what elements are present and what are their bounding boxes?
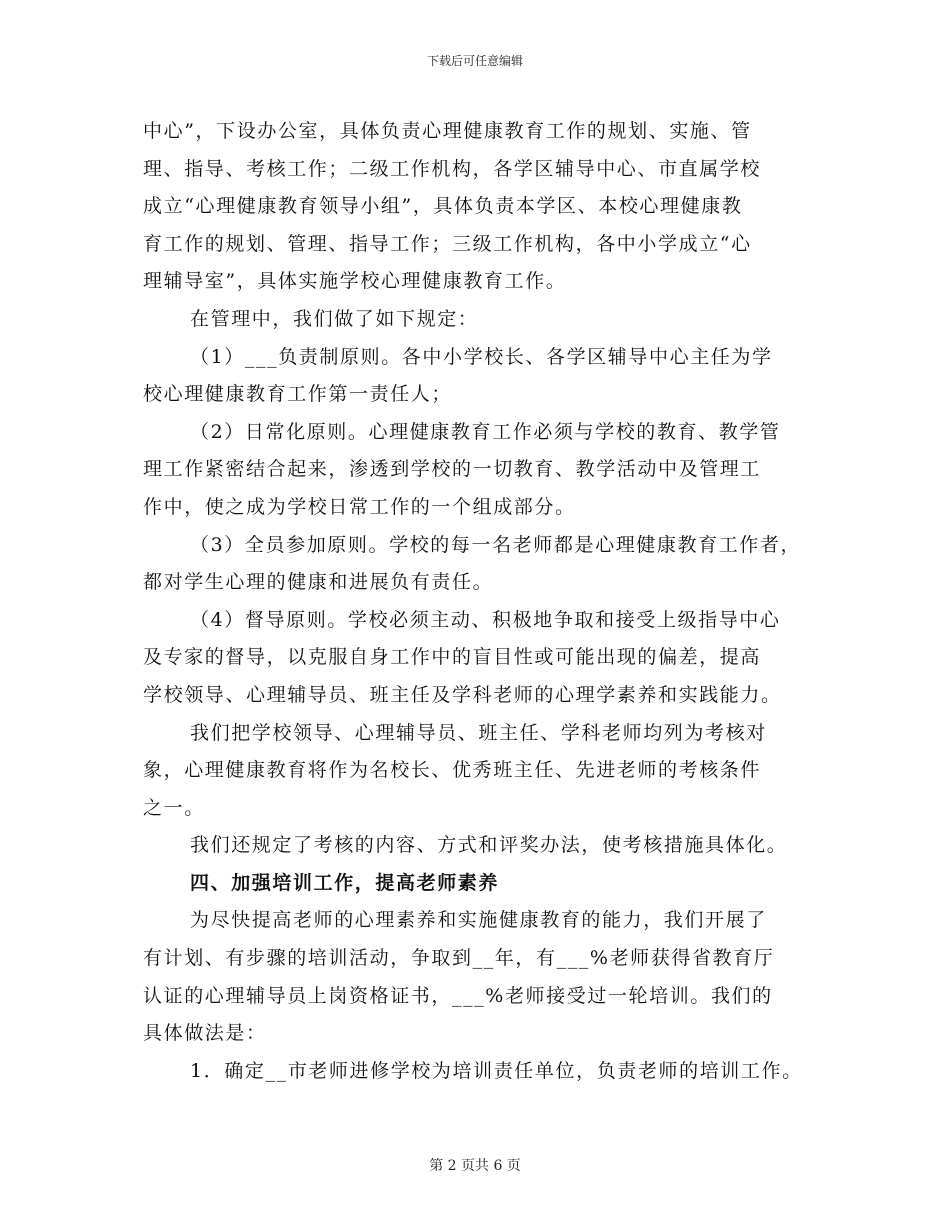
- numbered-item-1: 1．确定__市老师进修学校为培训责任单位，负责老师的培训工作。: [190, 1059, 803, 1082]
- text-line: 之一。: [143, 796, 205, 819]
- text-line: 有计划、有步骤的培训活动，争取到__年，有___%老师获得省教育厅: [143, 947, 775, 970]
- list-item-1: （1）___负责制原则。各中小学校长、各学区辅导中心主任为学: [190, 345, 773, 368]
- text-line: 具体做法是：: [143, 1022, 267, 1045]
- page-footer: 第 2 页共 6 页: [429, 1158, 521, 1174]
- section-heading: 四、加强培训工作，提高老师素养: [190, 871, 500, 894]
- text-line: 理、指导、考核工作；二级工作机构，各学区辅导中心、市直属学校: [143, 157, 762, 180]
- paragraph-start: 我们把学校领导、心理辅导员、班主任、学科老师均列为考核对: [190, 721, 767, 744]
- text-line: 理辅导室”，具体实施学校心理健康教育工作。: [143, 270, 567, 293]
- text-line: 成立“心理健康教育领导小组”，具体负责本学区、本校心理健康教: [143, 195, 743, 218]
- paragraph-start: 我们还规定了考核的内容、方式和评奖办法，使考核措施具体化。: [190, 834, 788, 857]
- text-line: 育工作的规划、管理、指导工作；三级工作机构，各中小学成立“心: [143, 232, 752, 255]
- document-body: [143, 113, 819, 1090]
- text-line: 校心理健康教育工作第一责任人；: [143, 383, 453, 406]
- page-header: 下载后可任意编辑: [426, 54, 523, 68]
- text-line: 认证的心理辅导员上岗资格证书，___%老师接受过一轮培训。我们的: [143, 984, 773, 1007]
- paragraph-start: 为尽快提高老师的心理素养和实施健康教育的能力，我们开展了: [190, 909, 767, 932]
- text-line: 学校领导、心理辅导员、班主任及学科老师的心理学素养和实践能力。: [143, 683, 782, 706]
- text-line: 中心”，下设办公室，具体负责心理健康教育工作的规划、实施、管: [143, 120, 752, 142]
- paragraph-start: 在管理中，我们做了如下规定：: [190, 307, 479, 330]
- list-item-2: （2）日常化原则。心理健康教育工作必须与学校的教育、教学管: [190, 420, 781, 443]
- text-line: 象，心理健康教育将作为名校长、优秀班主任、先进老师的考核条件: [143, 759, 762, 782]
- text-line: 作中，使之成为学校日常工作的一个组成部分。: [143, 495, 576, 518]
- text-line: 理工作紧密结合起来，渗透到学校的一切教育、教学活动中及管理工: [143, 458, 762, 481]
- text-line: 及专家的督导，以克服自身工作中的盲目性或可能出现的偏差，提高: [143, 646, 762, 669]
- list-item-3: （3）全员参加原则。学校的每一名老师都是心理健康教育工作者，: [190, 533, 802, 556]
- list-item-4: （4）督导原则。学校必须主动、积极地争取和接受上级指导中心: [190, 608, 781, 631]
- text-line: 都对学生心理的健康和进展负有责任。: [143, 571, 494, 594]
